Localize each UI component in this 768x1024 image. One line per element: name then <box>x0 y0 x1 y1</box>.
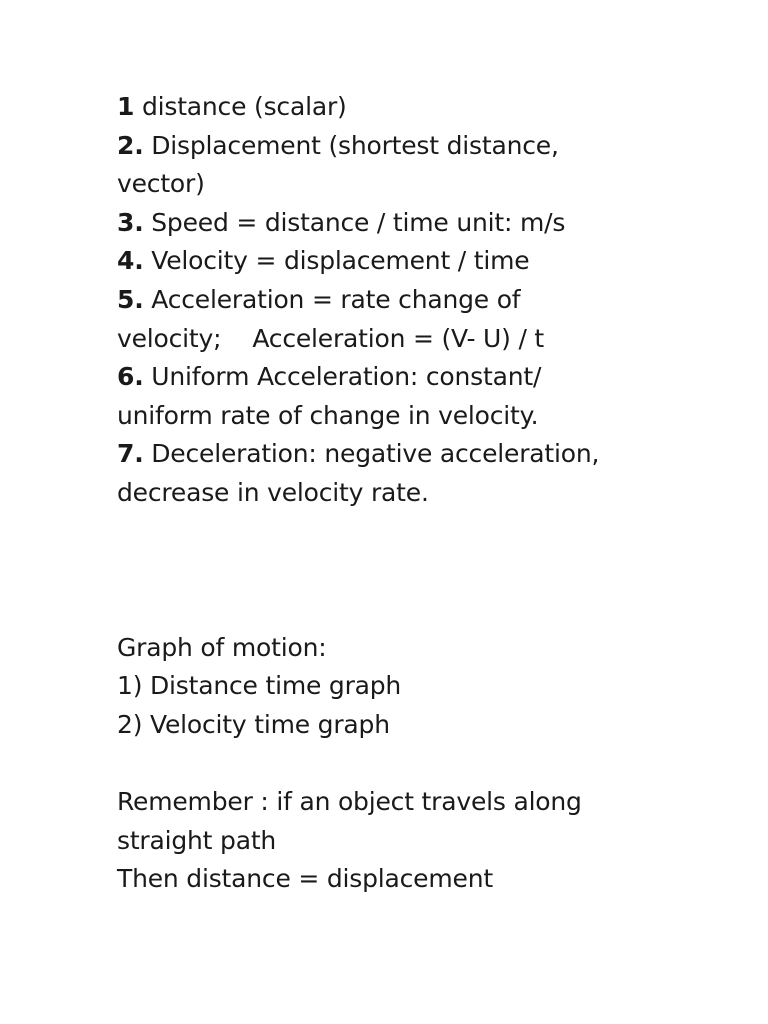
graph-heading: Graph of motion: <box>117 632 327 662</box>
definition-7 <box>117 435 717 512</box>
definition-number: 6. <box>117 362 144 392</box>
graph-item: 2) Velocity time graph <box>117 709 390 739</box>
definition-text: Uniform Acceleration: constant/ <box>143 362 542 392</box>
graph-section <box>117 629 717 745</box>
definition-number: 2. <box>117 130 144 160</box>
definition-text: Speed = distance / time unit: m/s <box>143 207 566 237</box>
definition-text: Deceleration: negative acceleration, <box>143 439 600 469</box>
graph-item: 1) Distance time graph <box>117 671 402 701</box>
definition-number: 5. <box>117 284 144 314</box>
definition-number: 7. <box>117 439 144 469</box>
definition-number: 1 <box>117 92 135 121</box>
definition-number: 4. <box>117 246 144 276</box>
definition-5 <box>117 281 717 358</box>
definition-3 <box>117 204 717 243</box>
definition-text-continued: decrease in velocity rate. <box>117 477 429 507</box>
remember-text: Then distance = displacement <box>117 864 493 894</box>
definition-1 <box>117 88 717 127</box>
spacer <box>117 513 717 629</box>
definition-text-continued: vector) <box>117 169 205 199</box>
definition-text-continued: uniform rate of change in velocity. <box>117 400 539 430</box>
definition-number: 3. <box>117 207 144 237</box>
definition-4 <box>117 242 717 281</box>
definition-text: Velocity = displacement / time <box>143 246 530 276</box>
definition-6 <box>117 358 717 435</box>
definition-text: Acceleration = rate change of <box>143 284 521 314</box>
definition-text-continued: velocity; Acceleration = (V- U) / t <box>117 323 545 353</box>
definition-text: distance (scalar) <box>134 92 347 121</box>
definition-2 <box>117 127 717 204</box>
remember-note <box>117 783 717 899</box>
spacer <box>117 744 717 783</box>
remember-text: straight path <box>117 825 277 855</box>
document-body <box>117 88 717 899</box>
definition-text: Displacement (shortest distance, <box>143 130 559 160</box>
remember-text: Remember : if an object travels along <box>117 786 582 816</box>
